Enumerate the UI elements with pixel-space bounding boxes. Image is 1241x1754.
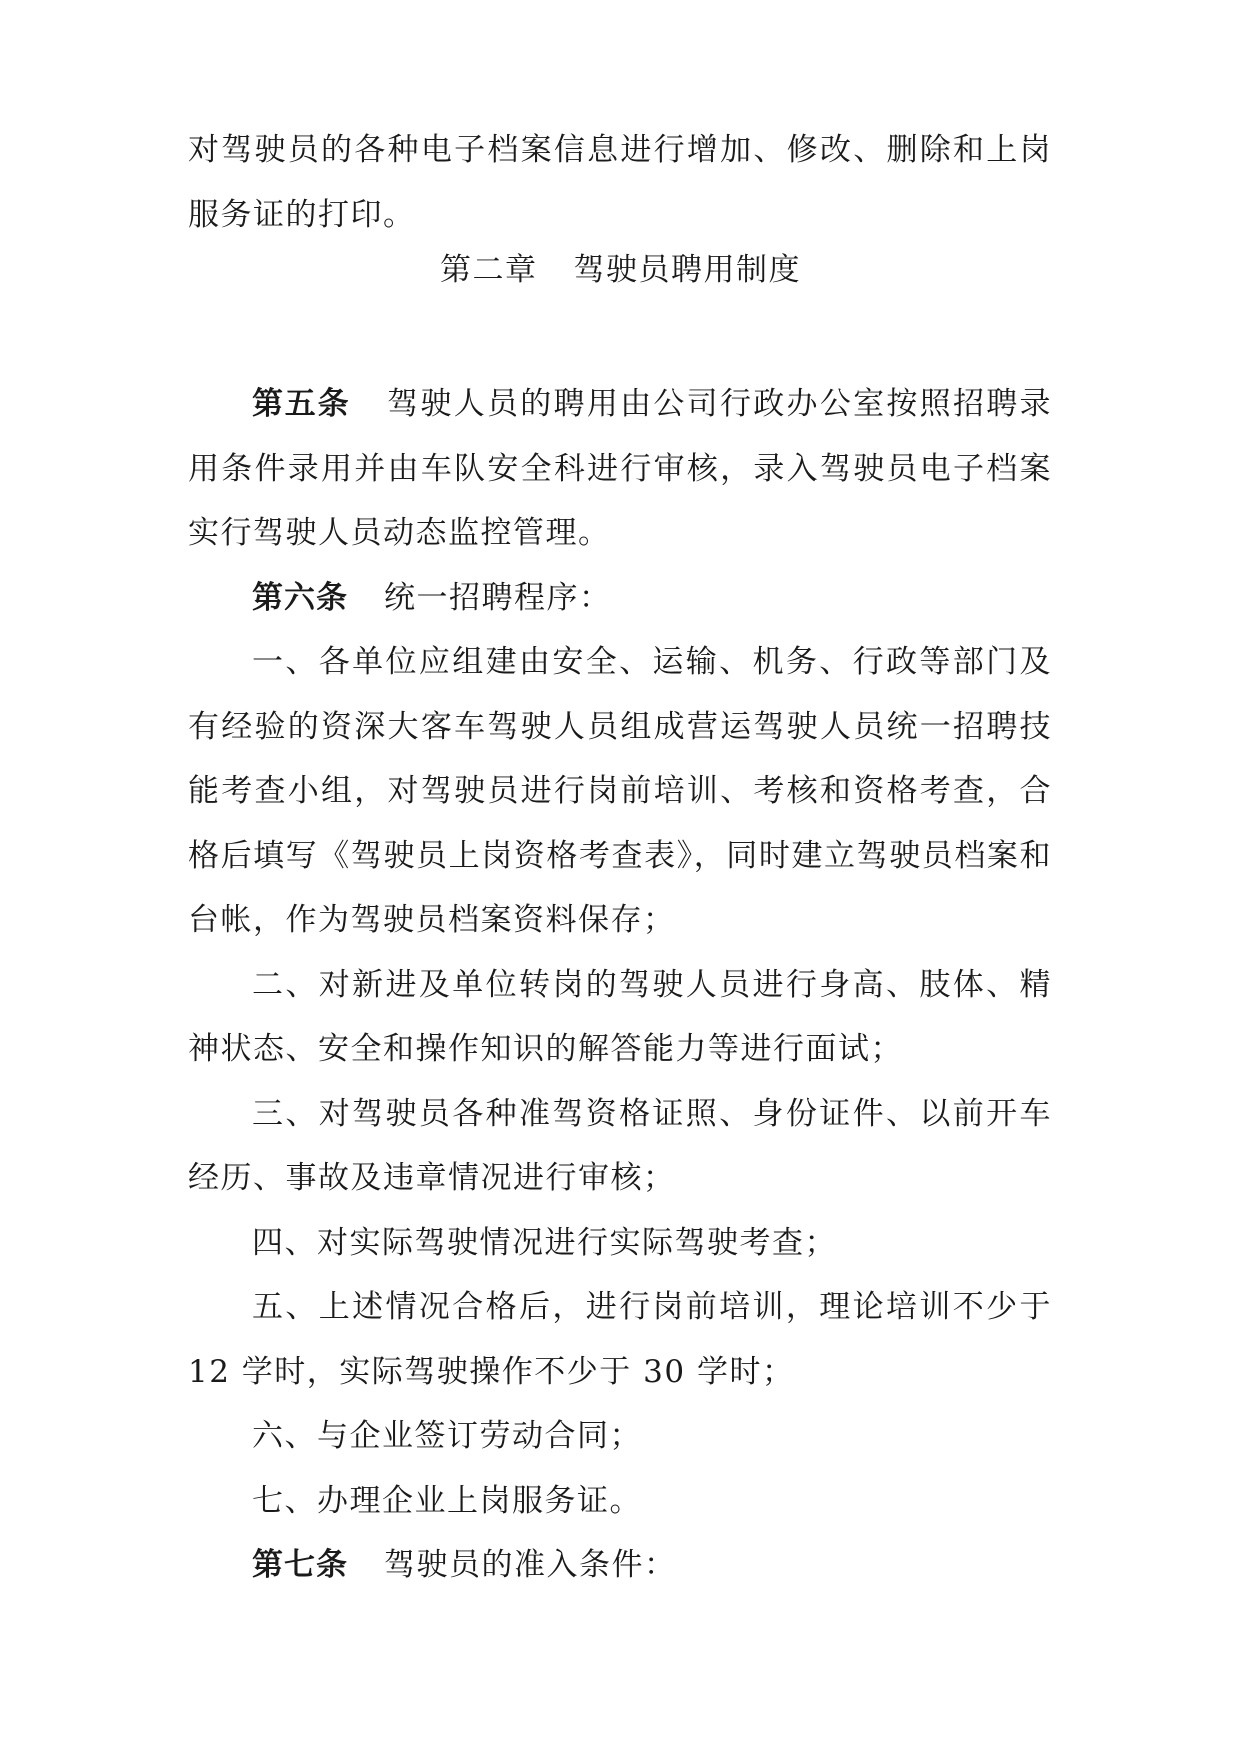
chapter-title: 驾驶员聘用制度 [573,252,801,288]
intro-paragraph: 对驾驶员的各种电子档案信息进行增加、修改、删除和上岗服务证的打印。 [188,132,1052,233]
list-item: 六、与企业签订劳动合同； [252,1418,642,1454]
list-item: 七、办理企业上岗服务证。 [252,1482,642,1519]
list-item: 一、各单位应组建由安全、运输、机务、行政等部门及有经验的资深大客车驾驶人员组成营运驾驶人员统一招聘技能考查小组，对驾驶员进行岗前培训、考核和资格考查，合格后填写《驾驶员上岗资格考查表》，同时建立驾驶员档案和台帐，作为驾驶员档案资料保存； [188,644,1052,938]
article-text: 驾驶人员的聘用由公司行政办公室按照招聘录用条件录用并由车队安全科进行审核，录入驾驶员电子档案实行驾驶人员动态监控管理。 [188,386,1053,551]
article-7 [188,1533,1052,1598]
list-item: 二、对新进及单位转岗的驾驶人员进行身高、肢体、精神状态、安全和操作知识的解答能力等进行面试； [188,966,1052,1067]
list-item: 五、上述情况合格后，进行岗前培训，理论培训不少于 12 学时，实际驾驶操作不少于 30 学时； [188,1289,1052,1390]
list-item: 四、对实际驾驶情况进行实际驾驶考查； [252,1224,837,1261]
chapter-heading [0,244,1241,289]
article-5 [188,372,1052,566]
list-item: 三、对驾驶员各种准驾资格证照、身份证件、以前开车经历、事故及违章情况进行审核； [188,1095,1052,1196]
chapter-number: 第二章 [440,252,538,288]
article-heading: 第五条 [252,386,351,422]
article-heading: 第七条 [252,1547,348,1583]
article-6 [188,566,1052,631]
article-text: 统一招聘程序： [384,579,612,616]
chapter-body [188,372,1052,1598]
article-heading: 第六条 [252,579,348,616]
intro-section [188,118,1052,247]
article-text: 驾驶员的准入条件： [384,1547,677,1583]
